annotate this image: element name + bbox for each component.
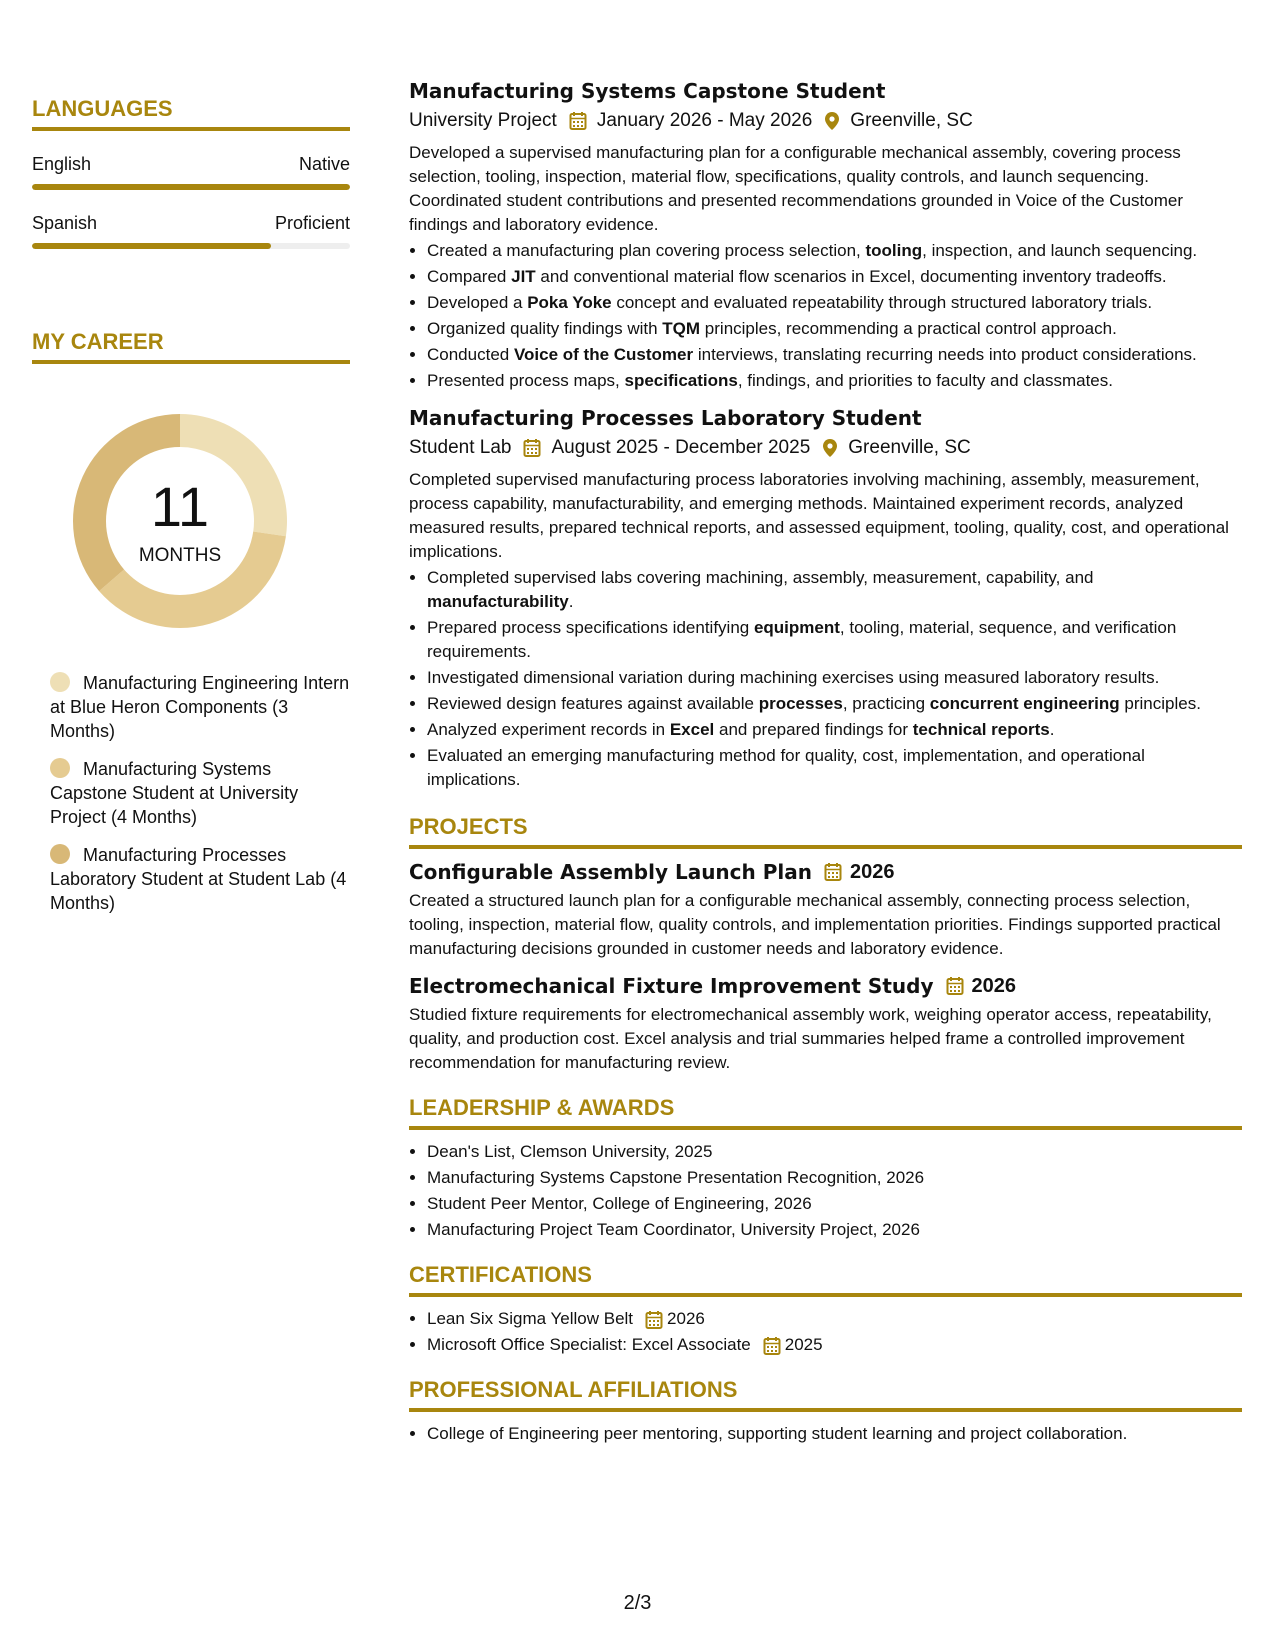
calendar-icon bbox=[763, 1336, 781, 1356]
language-level: Native bbox=[298, 154, 350, 174]
leadership-item: • Dean's List, Clemson University, 2025 bbox=[427, 1140, 1242, 1164]
job-title: Manufacturing Systems Capstone Student bbox=[409, 79, 886, 103]
job-bullet: • Reviewed design features against available processes, practicing concurrent engineering principles. bbox=[427, 692, 1242, 716]
calendar-icon bbox=[824, 862, 842, 882]
career-title: MY CAREER bbox=[32, 327, 350, 364]
location-pin-icon bbox=[822, 438, 838, 458]
languages-title: LANGUAGES bbox=[32, 94, 350, 131]
job-location: Greenville, SC bbox=[848, 437, 971, 458]
leadership-item: • Manufacturing Systems Capstone Presentation Recognition, 2026 bbox=[427, 1166, 1242, 1190]
location-pin-icon bbox=[824, 111, 840, 131]
leadership-list bbox=[409, 1140, 1242, 1242]
leadership-item: • Manufacturing Project Team Coordinator, University Project, 2026 bbox=[427, 1218, 1242, 1242]
calendar-icon bbox=[946, 976, 964, 996]
language-level: Proficient bbox=[274, 213, 350, 233]
career-dot bbox=[50, 758, 70, 778]
calendar-icon bbox=[523, 438, 541, 458]
career-item-text: Manufacturing Engineering Intern at Blue Heron Components (3 Months) bbox=[50, 673, 350, 741]
career-dot bbox=[50, 844, 70, 864]
project-description: Created a structured launch plan for a configurable mechanical assembly, connecting process selection, tooling, inspection, material flow, quality controls, and implementation priorities. Findings supported practical manufacturing decisions grounded in customer needs and laboratory evidence. bbox=[409, 891, 1221, 958]
career-dot bbox=[50, 672, 70, 692]
career-item-text: Manufacturing Systems Capstone Student at University Project (4 Months) bbox=[50, 759, 299, 827]
projects-title: PROJECTS bbox=[409, 812, 1242, 849]
job-org: University Project bbox=[409, 110, 557, 131]
language-level-fill bbox=[32, 184, 350, 190]
left-column bbox=[32, 94, 350, 929]
job-dates: January 2026 - May 2026 bbox=[596, 110, 813, 131]
project-year: 2026 bbox=[971, 974, 1016, 997]
affiliations-title: PROFESSIONAL AFFILIATIONS bbox=[409, 1375, 1242, 1412]
certification-item bbox=[427, 1307, 1242, 1331]
job-bullet: • Investigated dimensional variation during machining exercises using measured laboratory results. bbox=[427, 666, 1242, 690]
job-dates: August 2025 - December 2025 bbox=[551, 437, 811, 458]
certifications-section bbox=[409, 1260, 1242, 1357]
job-bullet: • Evaluated an emerging manufacturing method for quality, cost, implementation, and operational implications. bbox=[427, 744, 1242, 792]
language-item bbox=[32, 212, 350, 249]
job-bullet: • Completed supervised labs covering machining, assembly, measurement, capability, and manufacturability. bbox=[427, 566, 1242, 614]
career-section bbox=[32, 327, 350, 915]
job-entry bbox=[409, 405, 1242, 792]
page-number: 2/3 bbox=[623, 1592, 652, 1614]
job-bullet: • Conducted Voice of the Customer interviews, translating recurring needs into product considerations. bbox=[427, 343, 1242, 367]
project-name: Electromechanical Fixture Improvement Study bbox=[409, 974, 934, 998]
certification-year: 2025 bbox=[784, 1335, 823, 1354]
affiliations-section bbox=[409, 1375, 1242, 1446]
languages-section bbox=[32, 94, 350, 249]
career-item-text: Manufacturing Processes Laboratory Student at Student Lab (4 Months) bbox=[50, 845, 347, 913]
career-donut bbox=[66, 407, 294, 635]
leadership-item: • Student Peer Mentor, College of Engineering, 2026 bbox=[427, 1192, 1242, 1216]
certifications-title: CERTIFICATIONS bbox=[409, 1260, 1242, 1297]
job-description: Completed supervised manufacturing process laboratories involving machining, assembly, measurement, process capability, manufacturability, and emerging methods. Maintained experiment records, analyzed measured results, prepared technical reports, and assessed equipment, tooling, quality, cost, and operational implications. bbox=[409, 470, 1229, 561]
language-item bbox=[32, 153, 350, 190]
certification-item bbox=[427, 1333, 1242, 1357]
project-name: Configurable Assembly Launch Plan bbox=[409, 860, 812, 884]
job-title: Manufacturing Processes Laboratory Student bbox=[409, 406, 922, 430]
leadership-section bbox=[409, 1093, 1242, 1242]
career-total-months: 11 bbox=[150, 475, 210, 538]
job-bullet: • Presented process maps, specifications, findings, and priorities to faculty and classmates. bbox=[427, 369, 1242, 393]
job-bullet: • Organized quality findings with TQM principles, recommending a practical control approach. bbox=[427, 317, 1242, 341]
language-name: English bbox=[32, 154, 92, 174]
calendar-icon bbox=[645, 1310, 663, 1330]
certifications-list bbox=[409, 1307, 1242, 1357]
leadership-title: LEADERSHIP & AWARDS bbox=[409, 1093, 1242, 1130]
career-item bbox=[50, 671, 350, 743]
job-entry bbox=[409, 78, 1242, 393]
job-bullet: • Analyzed experiment records in Excel and prepared findings for technical reports. bbox=[427, 718, 1242, 742]
language-level-fill bbox=[32, 243, 271, 249]
career-list bbox=[50, 671, 350, 915]
job-bullets bbox=[409, 566, 1242, 792]
job-bullet: • Prepared process specifications identifying equipment, tooling, material, sequence, and verification requirements. bbox=[427, 616, 1242, 664]
job-bullet: • Compared JIT and conventional material flow scenarios in Excel, documenting inventory tradeoffs. bbox=[427, 265, 1242, 289]
career-item bbox=[50, 843, 350, 915]
affiliations-list bbox=[409, 1422, 1242, 1446]
job-bullet: • Created a manufacturing plan covering process selection, tooling, inspection, and launch sequencing. bbox=[427, 239, 1242, 263]
job-bullet: • Developed a Poka Yoke concept and evaluated repeatability through structured laboratory trials. bbox=[427, 291, 1242, 315]
language-level-bar bbox=[32, 184, 350, 190]
certification-name: Lean Six Sigma Yellow Belt bbox=[427, 1309, 634, 1328]
job-meta bbox=[409, 108, 1242, 134]
project-entry bbox=[409, 973, 1242, 1075]
job-location: Greenville, SC bbox=[850, 110, 973, 131]
project-entry bbox=[409, 859, 1242, 961]
project-description: Studied fixture requirements for electromechanical assembly work, weighing operator access, repeatability, quality, and production cost. Excel analysis and trial summaries helped frame a controlled improvement recommendation for manufacturing review. bbox=[409, 1005, 1212, 1072]
certification-name: Microsoft Office Specialist: Excel Associate bbox=[427, 1335, 751, 1354]
calendar-icon bbox=[569, 111, 587, 131]
job-meta bbox=[409, 435, 1242, 461]
right-column bbox=[409, 78, 1242, 1448]
project-year: 2026 bbox=[849, 860, 895, 883]
affiliation-item: • College of Engineering peer mentoring, supporting student learning and project collaboration. bbox=[427, 1422, 1242, 1446]
certification-year: 2026 bbox=[667, 1309, 705, 1328]
job-org: Student Lab bbox=[409, 437, 512, 458]
projects-section bbox=[409, 812, 1242, 1075]
language-level-bar bbox=[32, 243, 350, 249]
language-name: Spanish bbox=[32, 213, 98, 233]
job-bullets bbox=[409, 239, 1242, 393]
career-item bbox=[50, 757, 350, 829]
job-description: Developed a supervised manufacturing plan for a configurable mechanical assembly, covering process selection, tooling, inspection, material flow, specifications, quality controls, and launch sequencing. Coordinated student contributions and presented recommendations grounded in Voice of the Customer findings and laboratory evidence. bbox=[409, 143, 1183, 234]
career-months-label: MONTHS bbox=[138, 545, 222, 566]
